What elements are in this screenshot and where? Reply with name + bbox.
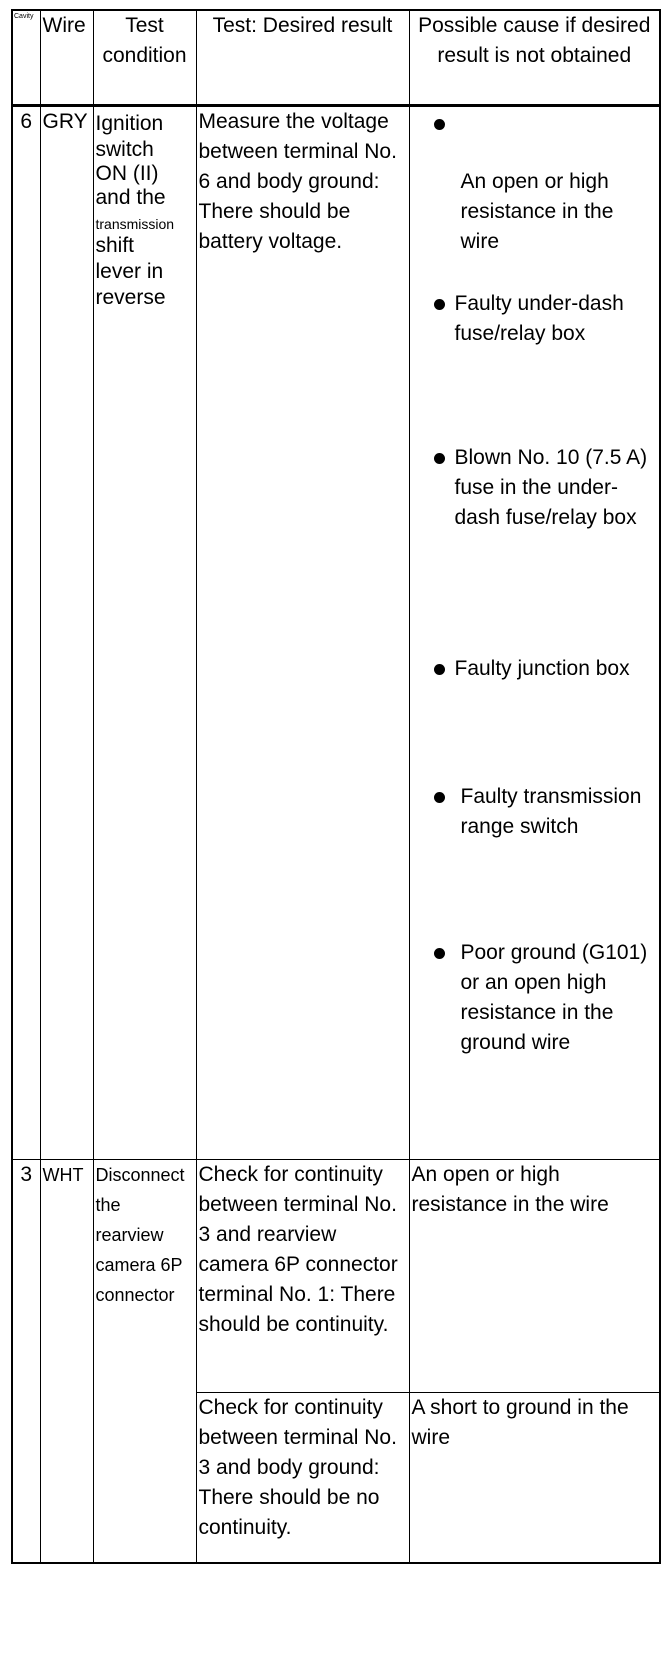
wire-cell: WHT [40,1160,93,1563]
header-possible-cause: Possible cause if desired result is not obtained [409,10,660,106]
condition-line: ON (II) [95,162,159,185]
cause-text: An open or high resistance in the wire [460,170,614,253]
cause-item [412,289,658,443]
condition-line: switch [95,138,154,161]
desired-result-cell: Check for continuity between terminal No. 3 and rearview camera 6P connector terminal No. 1: There should be continuity. [196,1160,409,1393]
cause-text: Blown No. 10 (7.5 A) fuse in the under-dash fuse/relay box [454,446,648,529]
cavity-cell: 6 [12,106,40,1160]
bullet-icon [434,664,445,675]
cause-text: Faulty transmission range switch [460,785,642,838]
bullet-icon [434,119,445,130]
header-cavity: Cavity [12,10,40,106]
header-wire: Wire [40,10,93,106]
header-test-condition: Test condition [93,10,196,106]
condition-line: transmission [95,216,175,232]
bullet-icon [434,792,445,803]
bullet-icon [434,948,445,959]
header-desired-result: Test: Desired result [196,10,409,106]
bullet-icon [434,299,445,310]
desired-result-cell: Measure the voltage between terminal No. 6 and body ground: There should be battery voltage. [196,106,409,1160]
table-row [12,106,660,1160]
condition-line: shift [95,234,135,257]
condition-line: lever in [95,260,164,283]
desired-result-cell: Check for continuity between terminal No. 3 and body ground: There should be no continuity. [196,1393,409,1563]
condition-line: Ignition [95,112,164,135]
wire-cell: GRY [40,106,93,1160]
cause-item [412,107,658,289]
cause-text: Faulty under-dash fuse/relay box [454,292,624,345]
cause-item [412,443,658,654]
inspection-table [11,9,661,1564]
cause-text: Poor ground (G101) or an open high resistance in the ground wire [460,941,648,1054]
cause-text: Faulty junction box [454,657,630,680]
table-header [12,10,660,106]
possible-cause-cell: An open or high resistance in the wire [409,1160,660,1393]
test-condition-cell: Disconnect the rearview camera 6P connector [93,1160,196,1563]
cause-item [412,782,658,938]
possible-cause-cell [409,106,660,1160]
possible-cause-cell: A short to ground in the wire [409,1393,660,1563]
cause-item [412,938,658,1058]
test-condition-cell [93,106,196,1160]
cause-list [412,107,658,1058]
bullet-icon [434,453,445,464]
cavity-cell: 3 [12,1160,40,1563]
table-row [12,1160,660,1393]
condition-line: and the [95,186,166,209]
cause-item [412,654,658,782]
condition-line: reverse [95,286,166,309]
